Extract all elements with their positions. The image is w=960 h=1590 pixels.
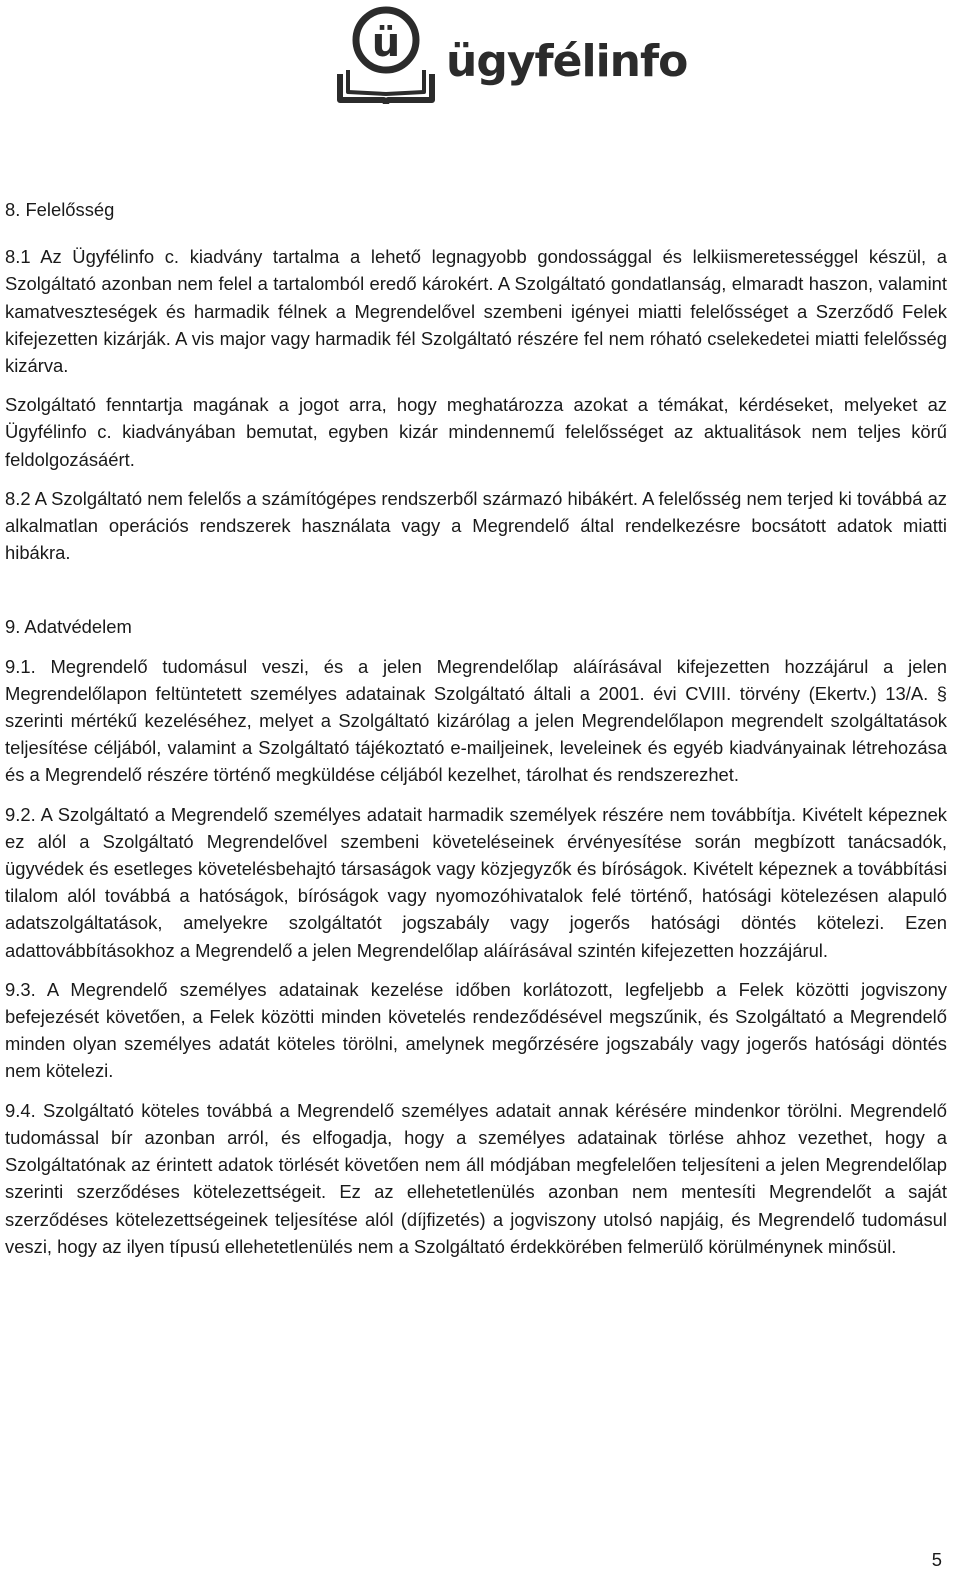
section-9-1-paragraph: 9.1. Megrendelő tudomásul veszi, és a jelen Megrendelőlap aláírásával kifejezetten hozzájárul a jelen Megrendelőlapon feltüntetett személyes adatainak Szolgáltató általi a 2001. évi CVIII. törvény (Ekertv.) 13/A. § szerinti mértékű kezeléséhez, melyet a Szolgáltató kizárólag a jelen Megrendelőlapon megrendelt szolgáltatások teljesítése céljából, valamint a Szolgáltató tájékoztató e-mailjeinek, leveleinek és egyéb kiadványainak létrehozása és a Megrendelő részére történő megküldése céljából kezelhet, tárolhat és rendszerezhet. bbox=[5, 655, 947, 786]
document-body bbox=[5, 196, 947, 1260]
page-number: 5 bbox=[931, 1549, 942, 1570]
section-8-2-paragraph: 8.2 A Szolgáltató nem felelős a számítógépes rendszerből származó hibákért. A felelősség nem terjed ki továbbá az alkalmatlan operációs rendszerek használata vagy a Megrendelő által rendelkezésre bocsátott adatok miatti hibákra. bbox=[5, 487, 947, 564]
section-9-2-paragraph: 9.2. A Szolgáltató a Megrendelő személyes adatait harmadik személyek részére nem továbbítja. Kivételt képeznek ez alól a Szolgáltató Megrendelővel szembeni követeléseinek érvényesítése során megbízott tanácsadók, ügyvédek és esetleges követelésbehajtó társaságok vagy közjegyzők és bíróságok. Kivételt képeznek a továbbítási tilalom alól továbbá a hatóságok, bíróságok vagy nyomozóhivatalok felé történő, hatósági kötelezésen alapuló adatszolgáltatások, amelyekre szolgáltatót jogszabály vagy jogerős hatósági döntés kötelezi. Ezen adattovábbításokhoz a Megrendelő a jelen Megrendelőlap aláírásával szintén kifejezetten hozzájárul. bbox=[5, 803, 947, 961]
section-8-title: 8. Felelősség bbox=[5, 199, 115, 220]
ugyfelinfo-logo bbox=[336, 4, 688, 104]
logo-brand-text: ügyfélinfo bbox=[446, 36, 688, 87]
section-8-1-paragraph: 8.1 Az Ügyfélinfo c. kiadvány tartalma a lehető legnagyobb gondossággal és lelkiismeretességgel készül, a Szolgáltató azonban nem felel a tartalomból eredő károkért. A Szolgáltató gondatlanság, elmaradt haszon, valamint kamatveszteségek és harmadik félnek a Megrendelővel szembeni igényei miatti felelősséget a Szerződő Felek kifejezetten kizárják. A vis major vagy harmadik fél Szolgáltató részére fel nem róható cselekedetei miatti felelősség kizárva. bbox=[5, 246, 947, 377]
open-book-logo-icon bbox=[336, 4, 446, 104]
section-8-disclaimer-paragraph: Szolgáltató fenntartja magának a jogot arra, hogy meghatározza azokat a témákat, kérdéseket, melyeket az Ügyfélinfo c. kiadványában bemutat, egyben kizár mindennemű felelősséget az aktualitások nem teljes körű feldolgozásáért. bbox=[5, 394, 947, 470]
section-9-4-paragraph: 9.4. Szolgáltató köteles továbbá a Megrendelő személyes adatait annak kérésére mindenkor törölni. Megrendelő tudomással bír azonban arról, és elfogadja, hogy a személyes adatainak törlése ahhoz vezethet, hogy a Szolgáltatónak az érintett adatok törlését követően nem áll módjában megfelelően teljesíteni a jelen Megrendelőlap szerinti szerződéses kötelezettségeit. Ez az ellehetetlenülés azonban nem mentesíti Megrendelőt a saját szerződéses kötelezettségeinek teljesítése alól (díjfizetés) a jogviszony utolsó napjáig, és Megrendelő tudomásul veszi, hogy az ilyen típusú ellehetetlenülés nem a Szolgáltató érdekkörében felmerülő körülménynek minősül. bbox=[5, 1099, 947, 1257]
svg-text:ü: ü bbox=[371, 20, 401, 66]
section-9-title: 9. Adatvédelem bbox=[5, 616, 132, 638]
section-9-3-paragraph: 9.3. A Megrendelő személyes adatainak kezelése időben korlátozott, legfeljebb a Felek közötti jogviszony befejezését követően, a Felek közötti minden követelés rendeződésével megszűnik, és Szolgáltató a Megrendelő minden olyan személyes adatát köteles törölni, amelynek megőrzésére jogszabály vagy jogerős hatósági döntés nem kötelezi. bbox=[5, 978, 947, 1082]
